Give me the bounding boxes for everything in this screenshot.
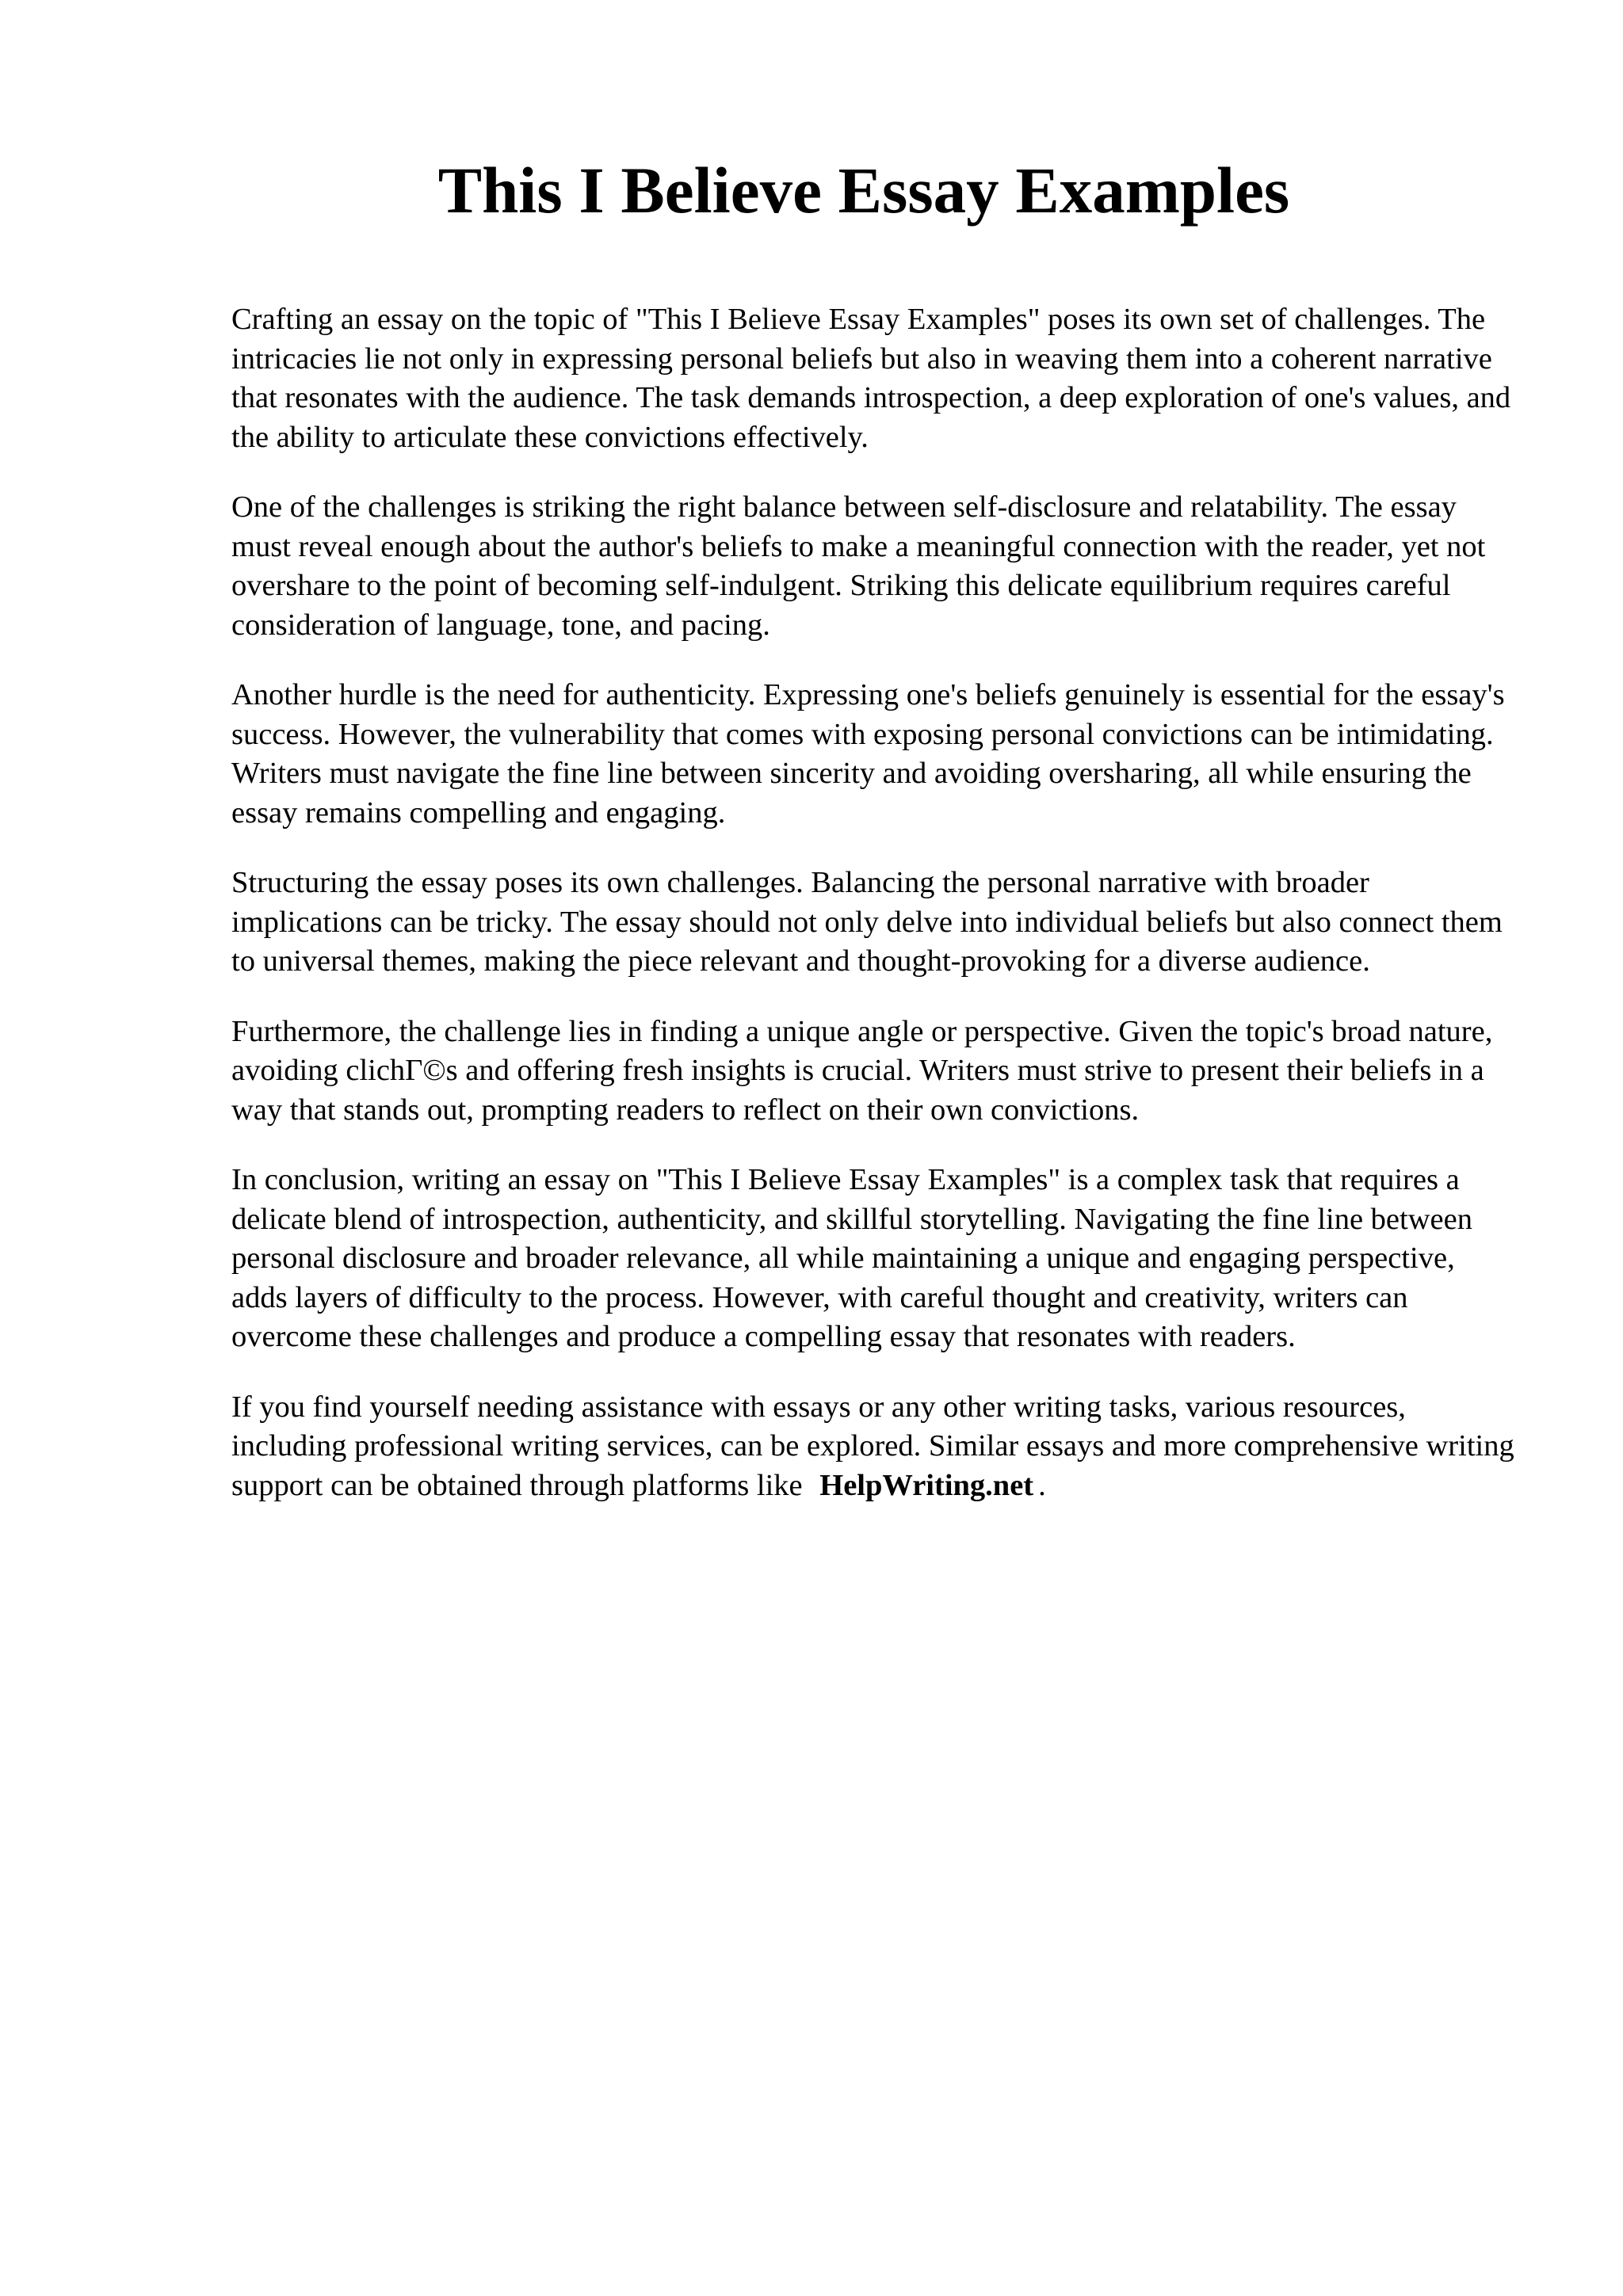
document-title: This I Believe Essay Examples [437, 154, 1290, 227]
paragraph-structure: Structuring the essay poses its own challenges. Balancing the personal narrative with broader implications can be tricky. The essay should not only delve into individual beliefs but also connect them to universal themes, making the piece relevant and thought-provoking for a diverse audience. [231, 866, 1503, 978]
paragraph-authenticity: Another hurdle is the need for authenticity. Expressing one's beliefs genuinely is essential for the essay's success. However, the vulnerability that comes with exposing personal convictions can be intimidating. Writers must navigate the fine line between sincerity and avoiding oversharing, all while ensuring the essay remains compelling and engaging. [231, 678, 1505, 830]
paragraph-conclusion: In conclusion, writing an essay on "This I Believe Essay Examples" is a complex task that requires a delicate blend of introspection, authenticity, and skillful storytelling. Navigating the fine line between personal disclosure and broader relevance, all while maintaining a unique and engaging perspective, adds layers of difficulty to the process. However, with careful thought and creativity, writers can overcome these challenges and produce a compelling essay that resonates with readers. [231, 1163, 1472, 1353]
paragraph-intro: Crafting an essay on the topic of "This I Believe Essay Examples" poses its own set of challenges. The intricacies lie not only in expressing personal beliefs but also in weaving them into a coherent narrative that resonates with the audience. The task demands introspection, a deep exploration of one's values, and the ability to articulate these convictions effectively. [231, 303, 1511, 454]
helpwriting-link[interactable]: HelpWriting.net [819, 1468, 1034, 1502]
paragraph-unique-angle: Furthermore, the challenge lies in finding a unique angle or perspective. Given the topic's broad nature, avoiding clichГ©s and offering fresh insights is crucial. Writers must strive to present their beliefs in a way that stands out, prompting readers to reflect on their own convictions. [231, 1014, 1493, 1127]
closing-period: . [1038, 1468, 1046, 1502]
paragraph-closing [231, 1388, 1515, 1506]
paragraph-balance: One of the challenges is striking the right balance between self-disclosure and relatability. The essay must reveal enough about the author's beliefs to make a meaningful connection with the reader, yet not overshare to the point of becoming self-indulgent. Striking this delicate equilibrium requires careful consideration of language, tone, and pacing. [231, 490, 1486, 642]
document-body [231, 300, 1515, 1536]
closing-text: If you find yourself needing assistance with essays or any other writing tasks, various resources, including professional writing services, can be explored. Similar essays and more comprehensive writing support can be obtained through platforms like [231, 1390, 1514, 1502]
